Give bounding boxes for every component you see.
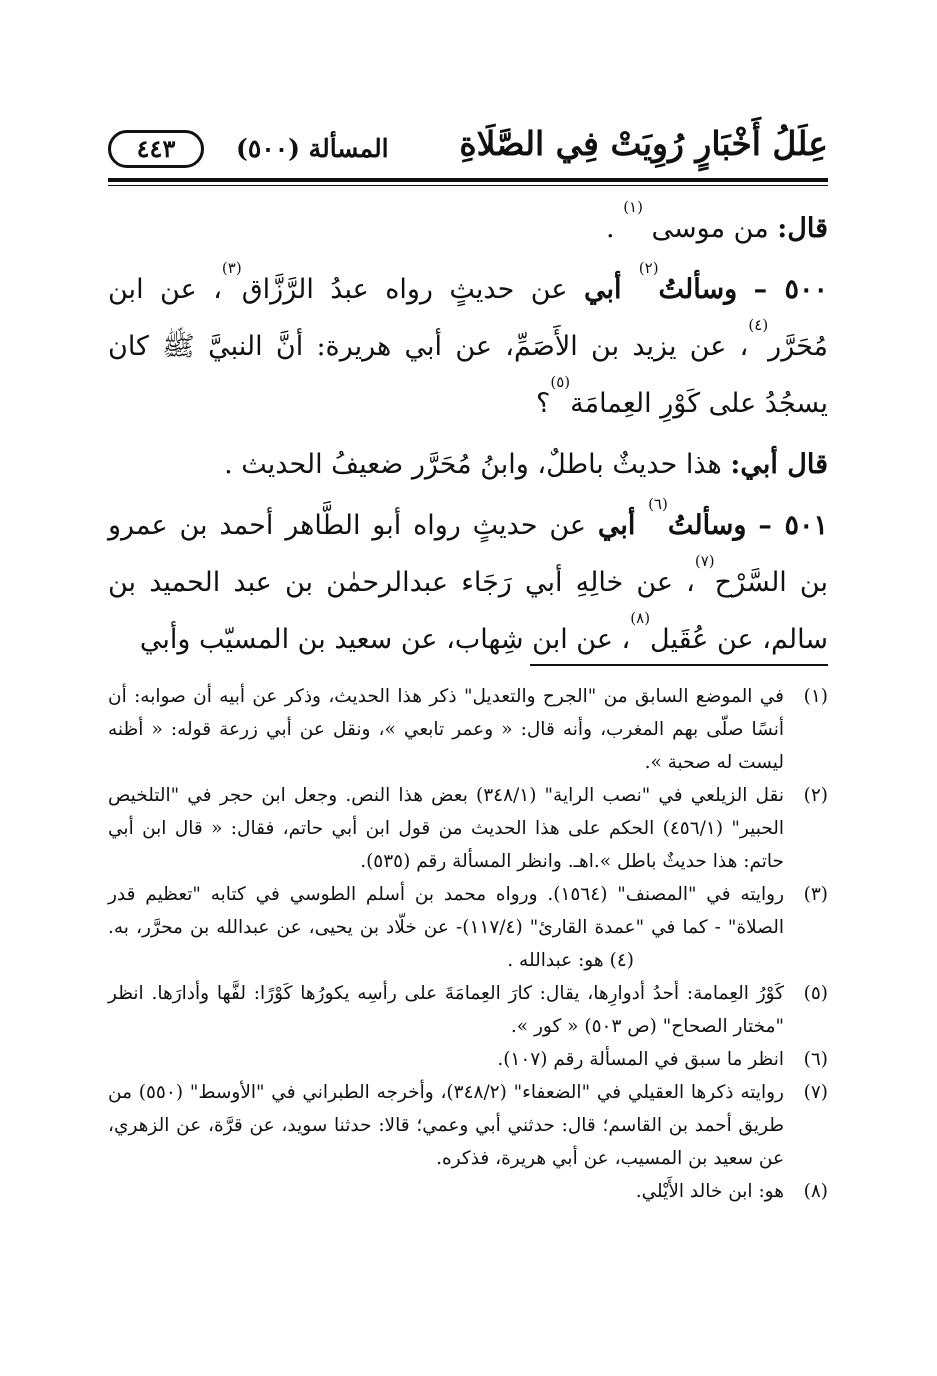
paragraph-answer: [108, 436, 828, 493]
footnote-ref: (١): [623, 198, 643, 216]
footnote-ref: (٤): [748, 316, 769, 334]
footnote-ref: (٣): [221, 259, 242, 277]
footnote-number: (٤): [609, 950, 634, 971]
question-lead: وسألتُ: [658, 274, 738, 305]
page-number-badge: ٤٤٣: [108, 130, 204, 168]
paragraph-501: [108, 497, 828, 668]
main-text: [108, 200, 828, 672]
footnote-ref: (٢): [638, 259, 659, 277]
paragraph-text: عن حديثٍ رواه عبدُ الرَّزَّاق: [241, 274, 584, 305]
header-rule-thin: [108, 185, 828, 186]
paragraph-500: [108, 261, 828, 432]
footnote-number: (٦): [803, 1049, 828, 1070]
paragraph-text: ، عن ابن شِهاب، عن سعيد بن المسيّب وأبي: [139, 624, 631, 655]
footnote-ref: (٧): [694, 552, 715, 570]
question-lead-2: أبي: [597, 510, 649, 541]
issue-number: ٥٠١ –: [758, 510, 828, 541]
paragraph-text: عن حديثٍ رواه أبو الطَّاهر أحمد بن عمرو بن السَّرْح: [108, 510, 828, 598]
question-lead: وسألتُ: [667, 510, 747, 541]
issue-number: ٥٠٠ –: [753, 274, 828, 305]
footnote-6: [108, 1043, 828, 1076]
footnote-text: في الموضع السابق من "الجرح والتعديل" ذكر هذا الحديث، وذكر عن أبيه أن صوابه: أن أنسًا صلّى بهم المغرب، وأنه قال: « وعمر تابعي »، ونقل عن أبي زرعة قوله: « أظنه ليست له صحبة ».: [108, 686, 784, 773]
footnote-2: [108, 779, 828, 878]
footnote-number: (٥): [803, 983, 828, 1004]
footnote-1: [108, 680, 828, 779]
paragraph-1: [108, 200, 828, 257]
footnote-separator: [530, 664, 828, 666]
footnote-ref: (٦): [648, 495, 668, 513]
footnote-text: كَوْرُ العِمامة: أحدُ أدوارِها، يقال: كارَ العِمامَةَ على رأسِه يكورُها كَوْرًا: لفَّها وأدارَها. انظر "مختار الصحاح" (ص ٥٠٣) « كور ».: [108, 983, 784, 1037]
footnote-ref: (٥): [550, 373, 571, 391]
footnote-number: (٣): [803, 884, 828, 905]
footnote-text: نقل الزيلعي في "نصب الراية" (٣٤٨/١) بعض هذا النص. وجعل ابن حجر في "التلخيص الحبير" (٤٥٦/١) الحكم على هذا الحديث من قول ابن أبي حاتم، فقال: « قال ابن أبي حاتم: هذا حديثٌ باطل ».اهـ. وانظر المسألة رقم (٥٣٥).: [108, 785, 784, 872]
speaker-label: قال:: [777, 213, 828, 244]
footnote-3: [108, 878, 828, 977]
footnote-8: [108, 1175, 828, 1208]
paragraph-text: هذا حديثٌ باطلٌ، وابنُ مُحَرَّر ضعيفُ الحديث .: [224, 449, 731, 480]
paragraph-text: من موسى: [642, 213, 778, 244]
page-header: [108, 118, 828, 178]
paragraph-text: ، عن ابن مُحَرَّر: [108, 274, 828, 362]
footnote-number: (١): [803, 686, 828, 707]
footnote-text: روايته في "المصنف" (١٥٦٤). ورواه محمد بن أسلم الطوسي في كتابه "تعظيم قدر الصلاة" - كما في "عمدة القارئ" (١١٧/٤)- عن خلّاد بن يحيى، عن عبدالله بن محرَّر، به.: [108, 884, 785, 938]
footnotes: [108, 680, 828, 1208]
footnote-number: (٨): [803, 1181, 828, 1202]
issue-label: المسألة (٥٠٠): [236, 134, 389, 163]
question-lead-2: أبي: [583, 274, 639, 305]
paragraph-end: .: [606, 213, 624, 244]
footnote-text: روايته ذكرها العقيلي في "الضعفاء" (٣٤٨/٢)، وأخرجه الطبراني في "الأوسط" (٥٥٠) من طريق أحمد بن القاسم؛ قال: حدثني أبي وعمي؛ قالا: حدثنا سويد، عن قرَّة، عن الزهري، عن سعيد بن المسيب، عن أبي هريرة، فذكره.: [108, 1082, 784, 1169]
speaker-label: قال أبي:: [730, 449, 828, 480]
footnote-text: هو: عبدالله .: [507, 950, 604, 971]
paragraph-end: ؟: [536, 388, 551, 419]
header-rule-thick: [108, 178, 828, 182]
footnote-ref: (٨): [630, 609, 651, 627]
footnote-5: [108, 977, 828, 1043]
paragraph-text: ، عن يزيد بن الأَصَمِّ، عن أبي هريرة: أنَّ النبيَّ ﷺ كان يسجُدُ على كَوْرِ العِمامَة: [108, 331, 828, 419]
footnote-7: [108, 1076, 828, 1175]
book-title: عِلَلُ أَخْبَارٍ رُوِيَتْ فِي الصَّلَاةِ: [459, 124, 828, 163]
footnote-text: هو: ابن خالد الأَيْلي.: [635, 1181, 784, 1202]
paragraph-text: ، عن خالِهِ أبي رَجَاء عبدالرحمٰن بن عبد الحميد بن سالم، عن عُقَيل: [108, 567, 828, 655]
footnote-text: انظر ما سبق في المسألة رقم (١٠٧).: [497, 1049, 784, 1070]
footnote-number: (٢): [803, 785, 828, 806]
footnote-number: (٧): [803, 1082, 828, 1103]
